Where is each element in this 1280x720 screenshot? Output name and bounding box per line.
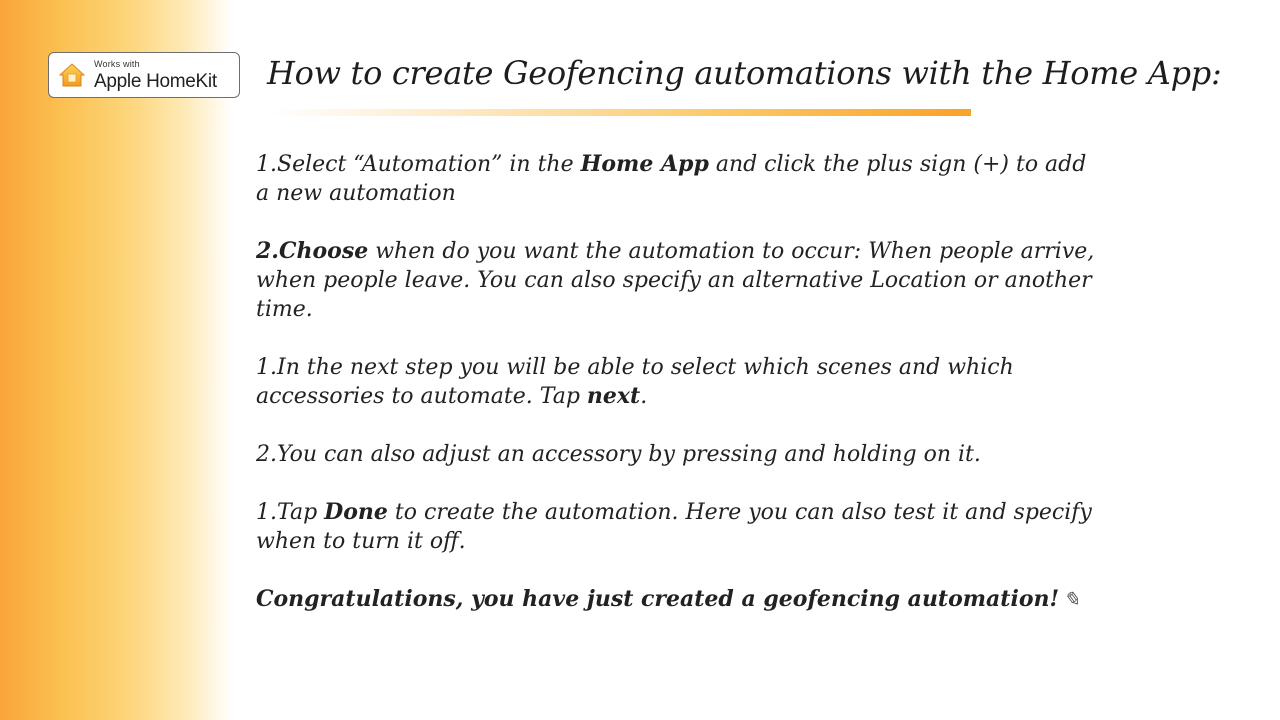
step-3-text-a: In the next step you will be able to select which scenes and which accessories to automate. Tap (256, 355, 1014, 409)
step-paragraph-1 (256, 150, 1096, 208)
step-1-number: 1. (256, 152, 277, 177)
conclusion-paragraph (256, 585, 1096, 614)
page-title: How to create Geofencing automations with the Home App: (267, 54, 1222, 92)
step-3-text-b: . (640, 384, 648, 409)
step-4-number: 2. (256, 442, 277, 467)
step-2-bold: 2.Choose (256, 238, 369, 264)
step-1-bold: Home App (580, 151, 709, 177)
badge-small-text: Works with (94, 59, 140, 69)
party-popper-icon: ✎ (1063, 587, 1080, 611)
works-with-homekit-badge (48, 52, 240, 98)
side-gradient-bar (0, 0, 232, 720)
step-paragraph-3 (256, 353, 1096, 411)
step-paragraph-2 (256, 237, 1096, 324)
step-5-text-a: Tap (277, 500, 325, 525)
conclusion-text: Congratulations, you have just created a geofencing automation! (256, 586, 1060, 612)
step-3-bold: next (586, 383, 641, 409)
instructions-body (256, 150, 1096, 643)
step-paragraph-5 (256, 498, 1096, 556)
step-1-text-b: and click the plus sign (+) to add a new automation (256, 152, 1087, 206)
step-paragraph-4 (256, 440, 1096, 469)
step-4-text: You can also adjust an accessory by pressing and holding on it. (277, 442, 981, 467)
step-5-text-b: to create the automation. Here you can also test it and specify when to turn it off. (256, 500, 1092, 554)
step-1-text-a: Select “Automation” in the (277, 152, 581, 177)
step-5-number: 1. (256, 500, 277, 525)
title-underline (270, 109, 971, 116)
badge-big-text: Apple HomeKit (94, 71, 217, 92)
house-icon (58, 62, 86, 88)
step-3-number: 1. (256, 355, 277, 380)
step-2-text: when do you want the automation to occur: When people arrive, when people leave. You can also specify an alternative Location or another time. (256, 239, 1095, 322)
step-5-bold: Done (324, 499, 388, 525)
